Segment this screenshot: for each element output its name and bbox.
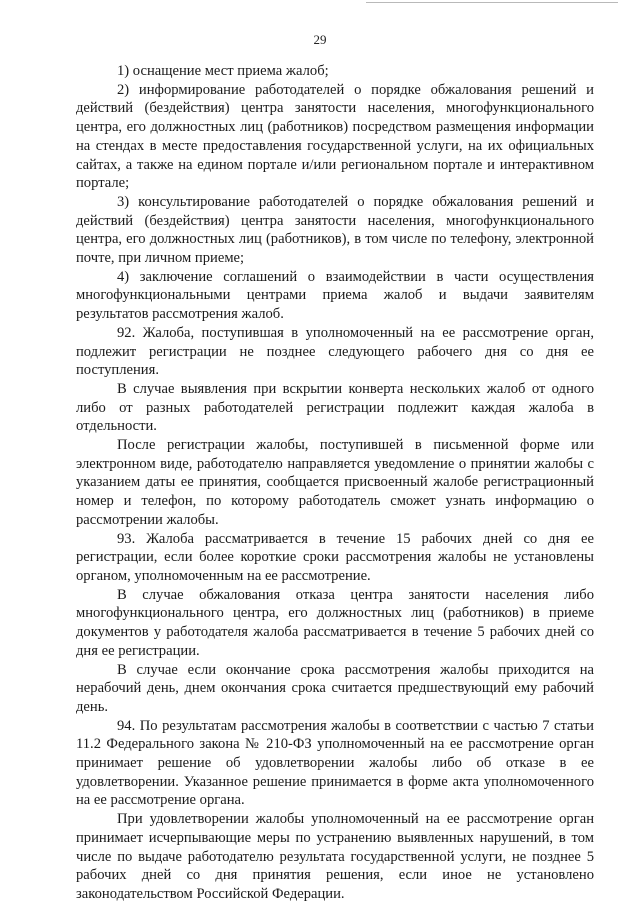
paragraph-section-94: 94. По результатам рассмотрения жалобы в соответствии с частью 7 статьи 11.2 Федерального закона № 210-ФЗ уполномоченный на ее рассмотрение орган принимает решение об удовлетворении жалобы либо об отказе в ее удовлетворении. Указанное решение принимается в форме акта уполномоченного на ее рассмотрение органа. xyxy=(76,717,594,809)
paragraph-94-satisfaction: При удовлетворении жалобы уполномоченный на ее рассмотрение орган принимает исчерпывающие меры по устранению выявленных нарушений, в том числе по выдаче работодателю результата государственной услуги, не позднее 5 рабочих дней со дня принятия решения, если иное не установлено законодательством Российской Федерации. xyxy=(76,811,594,902)
paragraph-92-notification: После регистрации жалобы, поступившей в письменной форме или электронном виде, работодателю направляется уведомление о принятии жалобы с указанием даты ее принятия, сообщается присвоенный жалобе регистрационный номер и телефон, по которому работодатель сможет узнать информацию о рассмотрении жалобы. xyxy=(76,437,594,528)
paragraph-item-3: 3) консультирование работодателей о порядке обжалования решений и действий (бездействия) центра занятости населения, многофункционального центра, его должностных лиц (работников), в том числе по телефону, электронной почте, при личном приеме; xyxy=(76,193,594,267)
paragraph-92-multiple-complaints: В случае выявления при вскрытии конверта нескольких жалоб от одного либо от разных работодателей регистрации подлежит каждая жалоба в отдельности. xyxy=(76,380,594,435)
document-body xyxy=(76,62,594,904)
paragraph-item-1: 1) оснащение мест приема жалоб; xyxy=(117,63,329,79)
page-number: 29 xyxy=(313,32,327,47)
paragraph-93-refusal: В случае обжалования отказа центра занятости населения либо многофункционального центра, его должностных лиц (работников) в приеме документов у работодателя жалоба рассматривается в течение 5 рабочих дней со дня ее регистрации. xyxy=(76,586,594,659)
paragraph-item-4: 4) заключение соглашений о взаимодействии в части осуществления многофункциональными центрами приема жалоб и выдачи заявителям результатов рассмотрения жалоб. xyxy=(76,268,594,323)
paragraph-section-92: 92. Жалоба, поступившая в уполномоченный на ее рассмотрение орган, подлежит регистрации не позднее следующего рабочего дня со дня ее поступления. xyxy=(76,324,594,379)
paragraph-item-2: 2) информирование работодателей о порядке обжалования решений и действий (бездействия) центра занятости населения, многофункционального центра, его должностных лиц (работников) посредством размещения информации на стендах в месте предоставления государственной услуги, на их официальных сайтах, а также на едином портале и/или региональном портале и интерактивном портале; xyxy=(76,81,594,192)
scan-edge-line xyxy=(366,2,618,3)
paragraph-93-non-working-day: В случае если окончание срока рассмотрения жалобы приходится на нерабочий день, днем окончания срока считается предшествующий ему рабочий день. xyxy=(76,661,594,715)
paragraph-section-93: 93. Жалоба рассматривается в течение 15 рабочих дней со дня ее регистрации, если более короткие сроки рассмотрения жалобы не установлены органом, уполномоченным на ее рассмотрение. xyxy=(76,530,594,584)
